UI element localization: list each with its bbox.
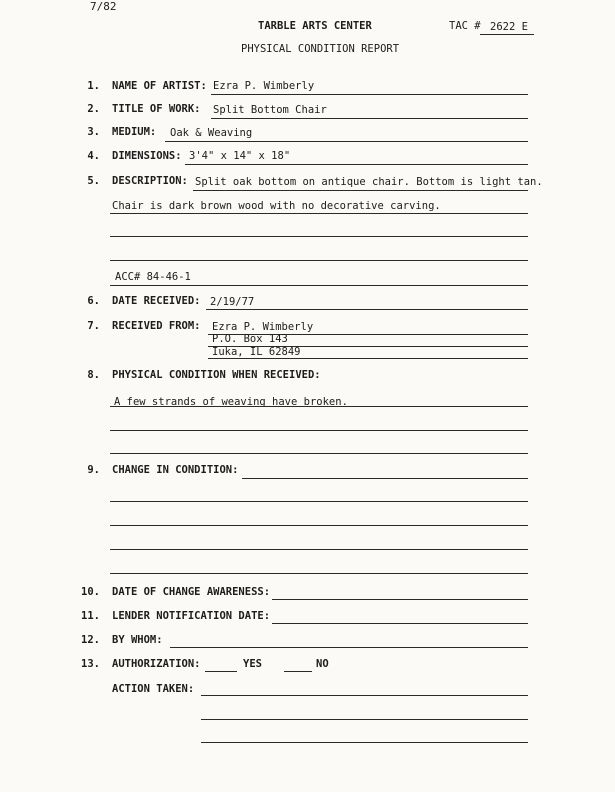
field-4-number: 4. xyxy=(87,150,100,162)
field-8-number: 8. xyxy=(87,369,100,381)
date-received-label: DATE RECEIVED: xyxy=(112,295,201,307)
medium-line xyxy=(165,141,528,142)
action-taken-line-1 xyxy=(201,695,528,696)
date-change-line xyxy=(272,599,528,600)
field-2-number: 2. xyxy=(87,103,100,115)
change-condition-line-2 xyxy=(110,501,528,502)
field-6-number: 6. xyxy=(87,295,100,307)
field-1-number: 1. xyxy=(87,80,100,92)
field-13-number: 13. xyxy=(81,658,100,670)
condition-received-line-2 xyxy=(110,430,528,431)
date-received-line xyxy=(206,309,528,310)
by-whom-label: BY WHOM: xyxy=(112,634,163,646)
received-from-label: RECEIVED FROM: xyxy=(112,320,201,332)
accession-number: ACC# 84-46-1 xyxy=(115,271,191,283)
title-line xyxy=(211,118,528,119)
description-line-1 xyxy=(193,190,528,191)
action-taken-line-2 xyxy=(201,719,528,720)
authorization-no-line xyxy=(284,671,312,672)
action-taken-line-3 xyxy=(201,742,528,743)
dimensions-value: 3'4" x 14" x 18" xyxy=(189,150,291,162)
authorization-label: AUTHORIZATION: xyxy=(112,658,201,670)
authorization-yes: YES xyxy=(243,658,262,670)
change-condition-label: CHANGE IN CONDITION: xyxy=(112,464,239,476)
field-10-number: 10. xyxy=(81,586,100,598)
lender-notification-line xyxy=(272,623,528,624)
received-from-line-1: Ezra P. Wimberly xyxy=(212,321,314,333)
lender-notification-label: LENDER NOTIFICATION DATE: xyxy=(112,610,271,622)
medium-value: Oak & Weaving xyxy=(170,127,253,139)
date-code: 7/82 xyxy=(90,0,117,13)
description-line-3 xyxy=(110,236,528,237)
received-from-line-2: P.O. Box 143 xyxy=(212,333,288,345)
change-condition-line-1 xyxy=(242,478,528,479)
description-line-5 xyxy=(110,285,528,286)
dimensions-label: DIMENSIONS: xyxy=(112,150,182,162)
organization-name: TARBLE ARTS CENTER xyxy=(258,20,372,32)
received-from-line-3: Iuka, IL 62849 xyxy=(212,346,301,358)
title-label: TITLE OF WORK: xyxy=(112,103,201,115)
description-line-2 xyxy=(110,213,528,214)
description-value-line-2: Chair is dark brown wood with no decorative carving. xyxy=(112,200,441,212)
authorization-yes-line xyxy=(205,671,237,672)
action-taken-label: ACTION TAKEN: xyxy=(112,683,195,695)
by-whom-line xyxy=(170,647,528,648)
condition-received-line-3 xyxy=(110,453,528,454)
artist-value: Ezra P. Wimberly xyxy=(213,80,315,92)
tac-label: TAC # xyxy=(449,20,481,32)
received-from-rule-3 xyxy=(208,358,528,359)
field-11-number: 11. xyxy=(81,610,100,622)
report-title: PHYSICAL CONDITION REPORT xyxy=(241,43,400,55)
authorization-no: NO xyxy=(316,658,329,670)
field-7-number: 7. xyxy=(87,320,100,332)
description-label: DESCRIPTION: xyxy=(112,175,188,187)
description-line-4 xyxy=(110,260,528,261)
dimensions-line xyxy=(185,164,528,165)
description-value-line-1: Split oak bottom on antique chair. Bottom is light tan. xyxy=(195,176,543,188)
change-condition-line-3 xyxy=(110,525,528,526)
condition-received-line-1 xyxy=(110,406,528,407)
field-3-number: 3. xyxy=(87,126,100,138)
artist-line xyxy=(211,94,528,95)
date-change-label: DATE OF CHANGE AWARENESS: xyxy=(112,586,271,598)
field-9-number: 9. xyxy=(87,464,100,476)
title-value: Split Bottom Chair xyxy=(213,104,327,116)
date-received-value: 2/19/77 xyxy=(210,296,255,308)
condition-received-label: PHYSICAL CONDITION WHEN RECEIVED: xyxy=(112,369,321,381)
change-condition-line-5 xyxy=(110,573,528,574)
condition-received-value: A few strands of weaving have broken. xyxy=(114,396,348,408)
tac-number-line xyxy=(480,34,534,35)
field-5-number: 5. xyxy=(87,175,100,187)
field-12-number: 12. xyxy=(81,634,100,646)
artist-label: NAME OF ARTIST: xyxy=(112,80,207,92)
change-condition-line-4 xyxy=(110,549,528,550)
tac-number: 2622 E xyxy=(490,21,528,33)
medium-label: MEDIUM: xyxy=(112,126,157,138)
